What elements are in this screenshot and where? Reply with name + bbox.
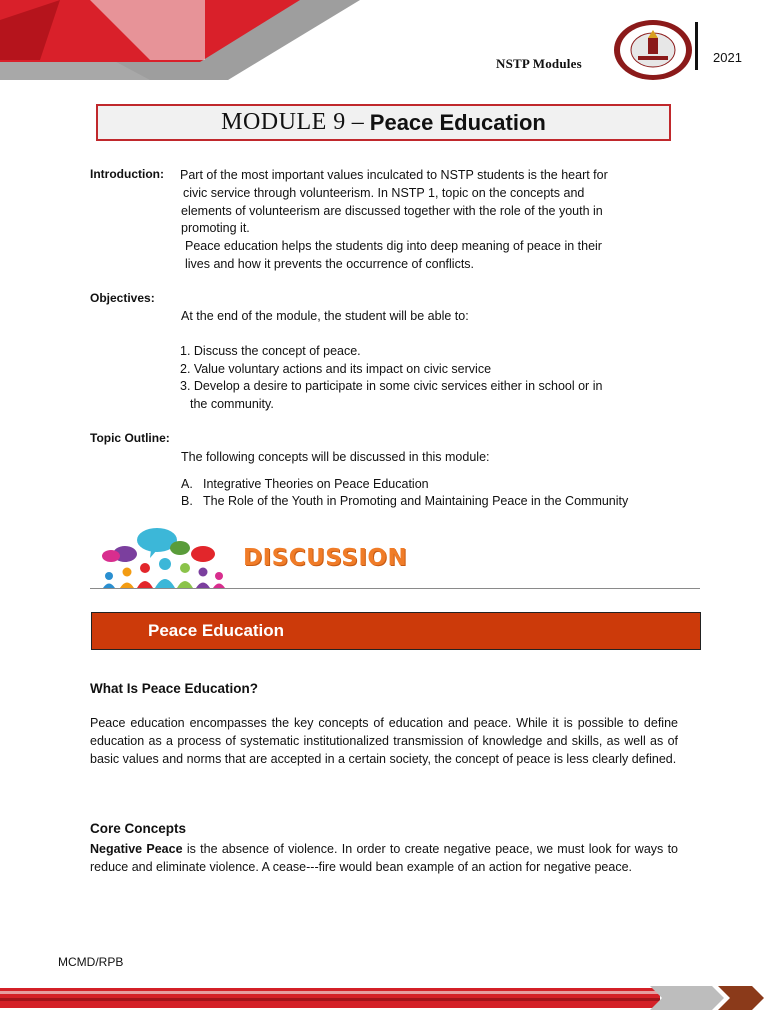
introduction-line: civic service through volunteerism. In NSTP 1, topic on the concepts and xyxy=(183,186,585,200)
objective-item: 3. Develop a desire to participate in some civic services either in school or in xyxy=(180,379,603,393)
topic-item xyxy=(181,492,628,510)
negative-peace-paragraph xyxy=(90,840,678,876)
introduction-line: elements of volunteerism are discussed together with the role of the youth in xyxy=(181,204,603,218)
negative-peace-term: Negative Peace xyxy=(90,842,183,856)
objectives-label: Objectives: xyxy=(90,291,155,305)
module-title-box xyxy=(96,104,671,141)
topic-item xyxy=(181,475,429,493)
negative-peace-text: is the absence of violence. In order to create negative peace, we must look for ways to reduce and eliminate violence. A cease---fire would bean example of an action for negative peace. xyxy=(90,842,678,874)
what-is-paragraph: Peace education encompasses the key concepts of education and peace. While it is possible to define education as a process of systematic institutionalized transmission of knowledge and skills, as well as of basic values and norms that are accepted in a certain society, the concept of peace is less clearly defined. xyxy=(90,716,678,766)
objectives-lead: At the end of the module, the student will be able to: xyxy=(181,309,469,323)
objective-item: 2. Value voluntary actions and its impact on civic service xyxy=(180,362,492,376)
section-banner-title: Peace Education xyxy=(148,621,285,640)
what-is-heading: What Is Peace Education? xyxy=(90,681,259,696)
topic-item-marker: A. xyxy=(181,477,193,491)
discussion-divider xyxy=(90,588,700,589)
introduction-line: promoting it. xyxy=(181,221,250,235)
module-subtitle: Peace Education xyxy=(369,109,546,135)
header-title: NSTP Modules xyxy=(496,56,582,71)
topic-outline-lead: The following concepts will be discussed in this module: xyxy=(181,450,490,464)
header-year: 2021 xyxy=(713,50,742,65)
objective-item: the community. xyxy=(190,397,274,411)
footer-decoration xyxy=(0,982,768,1016)
topic-outline-label: Topic Outline: xyxy=(90,431,170,445)
introduction-line: lives and how it prevents the occurrence of conflicts. xyxy=(185,257,475,271)
topic-item-text: Integrative Theories on Peace Education xyxy=(203,477,429,491)
module-dash: – xyxy=(351,109,364,135)
footer-code: MCMD/RPB xyxy=(58,955,124,969)
discussion-people-icon xyxy=(95,526,245,590)
header-divider xyxy=(695,22,698,70)
introduction-line: Peace education helps the students dig into deep meaning of peace in their xyxy=(185,239,602,253)
introduction-line: Part of the most important values inculcated to NSTP students is the heart for xyxy=(180,168,608,182)
university-seal-icon xyxy=(612,18,694,82)
topic-item-text: The Role of the Youth in Promoting and Maintaining Peace in the Community xyxy=(203,494,629,508)
module-number: MODULE 9 xyxy=(221,109,346,135)
objective-item: 1. Discuss the concept of peace. xyxy=(180,344,361,358)
introduction-label: Introduction: xyxy=(90,167,164,181)
core-concepts-heading: Core Concepts xyxy=(90,821,187,836)
discussion-heading: DISCUSSION xyxy=(243,545,408,571)
topic-item-marker: B. xyxy=(181,494,193,508)
